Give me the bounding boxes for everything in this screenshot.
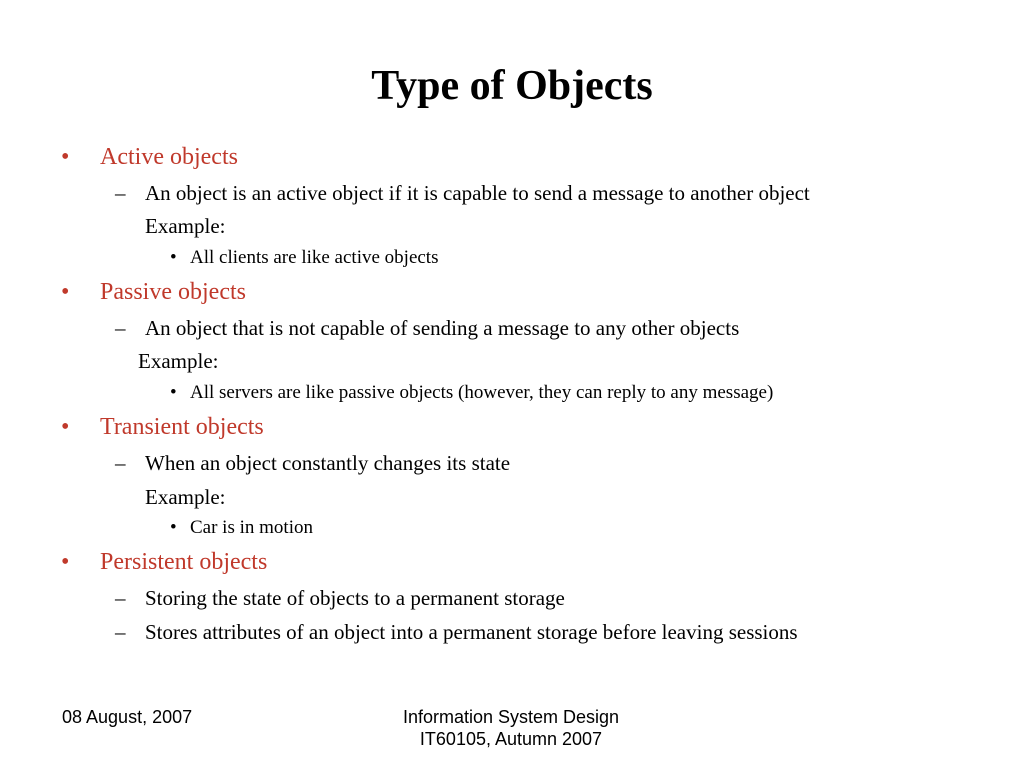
section-heading: Transient objects — [100, 414, 264, 440]
example-item — [170, 516, 313, 540]
sub-point — [115, 180, 810, 206]
example-label: Example: — [145, 214, 226, 238]
dash-icon: – — [115, 451, 126, 475]
bullet-transient-objects — [61, 412, 264, 442]
bullet-icon: • — [170, 247, 177, 268]
example-text: Car is in motion — [190, 517, 313, 538]
bullet-icon: • — [61, 144, 70, 170]
sub-point — [115, 315, 740, 341]
bullet-icon: • — [170, 517, 177, 538]
dash-icon: – — [115, 620, 126, 644]
footer-course-title: Information System Design — [402, 707, 620, 727]
example-text: All clients are like active objects — [190, 247, 439, 268]
dash-icon: – — [115, 316, 126, 340]
sub-point — [115, 585, 565, 611]
bullet-icon: • — [170, 382, 177, 403]
sub-point-text: Storing the state of objects to a permanent storage — [145, 586, 565, 610]
bullet-active-objects — [61, 142, 238, 172]
bullet-persistent-objects — [61, 547, 268, 577]
example-text: All servers are like passive objects (however, they can reply to any message) — [190, 382, 774, 403]
section-heading: Active objects — [100, 144, 238, 170]
section-heading: Passive objects — [100, 279, 246, 305]
example-item — [170, 246, 439, 270]
slide-title: Type of Objects — [371, 63, 653, 109]
bullet-icon: • — [61, 279, 70, 305]
sub-point-text: When an object constantly changes its state — [145, 451, 511, 475]
section-heading: Persistent objects — [100, 549, 268, 575]
sub-point — [115, 450, 511, 476]
sub-point-text: An object is an active object if it is capable to send a message to another object — [145, 181, 810, 205]
footer-course — [352, 706, 670, 750]
bullet-passive-objects — [61, 277, 246, 307]
bullet-icon: • — [61, 414, 70, 440]
example-item — [170, 381, 774, 405]
footer-date: 08 August, 2007 — [62, 707, 193, 727]
dash-icon: – — [115, 181, 126, 205]
bullet-icon: • — [61, 549, 70, 575]
footer-course-code: IT60105, Autumn 2007 — [419, 729, 603, 749]
example-label: Example: — [138, 349, 219, 373]
dash-icon: – — [115, 586, 126, 610]
sub-point — [115, 619, 798, 645]
sub-point-text: Stores attributes of an object into a permanent storage before leaving sessions — [145, 620, 798, 644]
sub-point-text: An object that is not capable of sending a message to any other objects — [145, 316, 740, 340]
example-label: Example: — [145, 485, 226, 509]
